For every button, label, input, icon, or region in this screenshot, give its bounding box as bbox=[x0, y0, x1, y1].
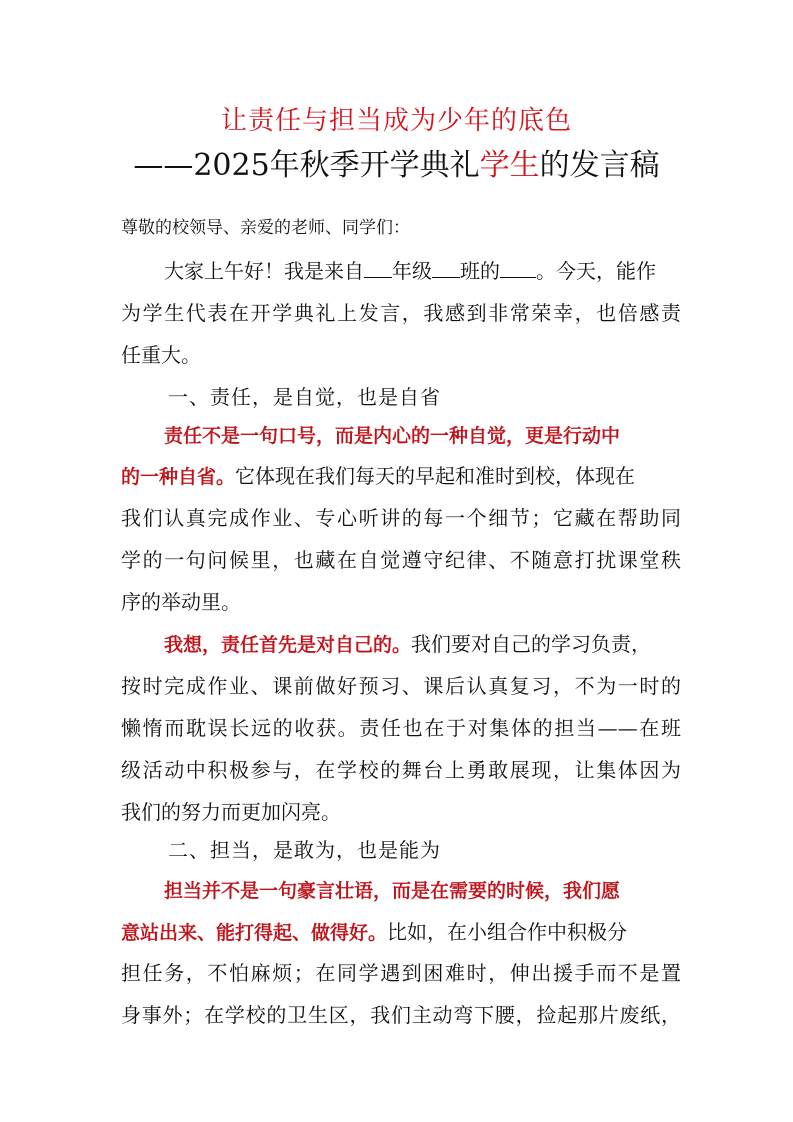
intro-text-4: 。今天，能作 bbox=[536, 259, 656, 283]
section-1-p2-rest: 我们要对自己的学习负责， bbox=[411, 632, 652, 656]
class-blank bbox=[432, 259, 460, 278]
section-1-p1-line-5: 序的举动里。 bbox=[121, 590, 241, 614]
section-2-heading: 二、担当，是敢为，也是能为 bbox=[168, 838, 441, 862]
grade-blank bbox=[364, 259, 392, 278]
name-blank bbox=[500, 259, 536, 278]
section-1-p2-line-5: 我们的努力而更加闪亮。 bbox=[121, 800, 341, 824]
document-subtitle bbox=[0, 140, 793, 184]
section-2-p1-line-1: 担当并不是一句豪言壮语，而是在需要的时候，我们愿 bbox=[164, 880, 621, 902]
section-1-p1-bold-tail: 的一种自省。 bbox=[121, 466, 236, 488]
section-1-heading: 一、责任，是自觉，也是自省 bbox=[168, 385, 441, 409]
section-1-p1-rest: 它体现在我们每天的早起和准时到校，体现在 bbox=[235, 464, 636, 488]
intro-text-1: 大家上午好！我是来自 bbox=[164, 259, 364, 283]
intro-text-2: 年级 bbox=[392, 259, 432, 283]
intro-line-2: 为学生代表在开学典礼上发言，我感到非常荣幸，也倍感责 bbox=[121, 301, 681, 325]
section-1-p1-line-4: 学的一句问候里，也藏在自觉遵守纪律、不随意打扰课堂秩 bbox=[121, 548, 681, 572]
greeting: 尊敬的校领导、亲爱的老师、同学们： bbox=[121, 218, 410, 238]
document-title: 让责任与担当成为少年的底色 bbox=[220, 106, 572, 136]
intro-line-3: 任重大。 bbox=[121, 343, 201, 367]
section-1-p2-line-1 bbox=[164, 628, 684, 657]
section-2-p1-line-3: 担任务，不怕麻烦；在同学遇到困难时，伸出援手而不是置 bbox=[121, 961, 681, 985]
section-2-p1-line-4: 身事外；在学校的卫生区，我们主动弯下腰，捡起那片废纸， bbox=[121, 1003, 681, 1027]
section-1-p1-line-2 bbox=[121, 460, 681, 489]
section-2-p1-bold-tail: 意站出来、能打得起、做得好。 bbox=[121, 922, 388, 944]
section-1-p2-line-2: 按时完成作业、课前做好预习、课后认真复习，不为一时的 bbox=[121, 674, 681, 698]
section-1-p2-line-4: 级活动中积极参与，在学校的舞台上勇敢展现，让集体因为 bbox=[121, 758, 681, 782]
section-1-p2-bold: 我想，责任首先是对自己的。 bbox=[164, 634, 412, 656]
subtitle-highlight: 学生 bbox=[479, 148, 540, 183]
section-1-p1-line-1: 责任不是一句口号，而是内心的一种自觉，更是行动中 bbox=[164, 425, 621, 447]
intro-line-1 bbox=[164, 255, 684, 284]
section-2-p1-rest: 比如，在小组合作中积极分 bbox=[387, 920, 628, 944]
section-1-p1-line-3: 我们认真完成作业、专心听讲的每一个细节；它藏在帮助同 bbox=[121, 506, 681, 530]
subtitle-prefix: ——2025年秋季开学典礼 bbox=[133, 148, 480, 183]
section-1-p2-line-3: 懒惰而耽误长远的收获。责任也在于对集体的担当——在班 bbox=[121, 716, 681, 740]
subtitle-suffix: 的发言稿 bbox=[539, 148, 660, 183]
section-2-p1-line-2 bbox=[121, 916, 681, 945]
intro-text-3: 班的 bbox=[460, 259, 500, 283]
